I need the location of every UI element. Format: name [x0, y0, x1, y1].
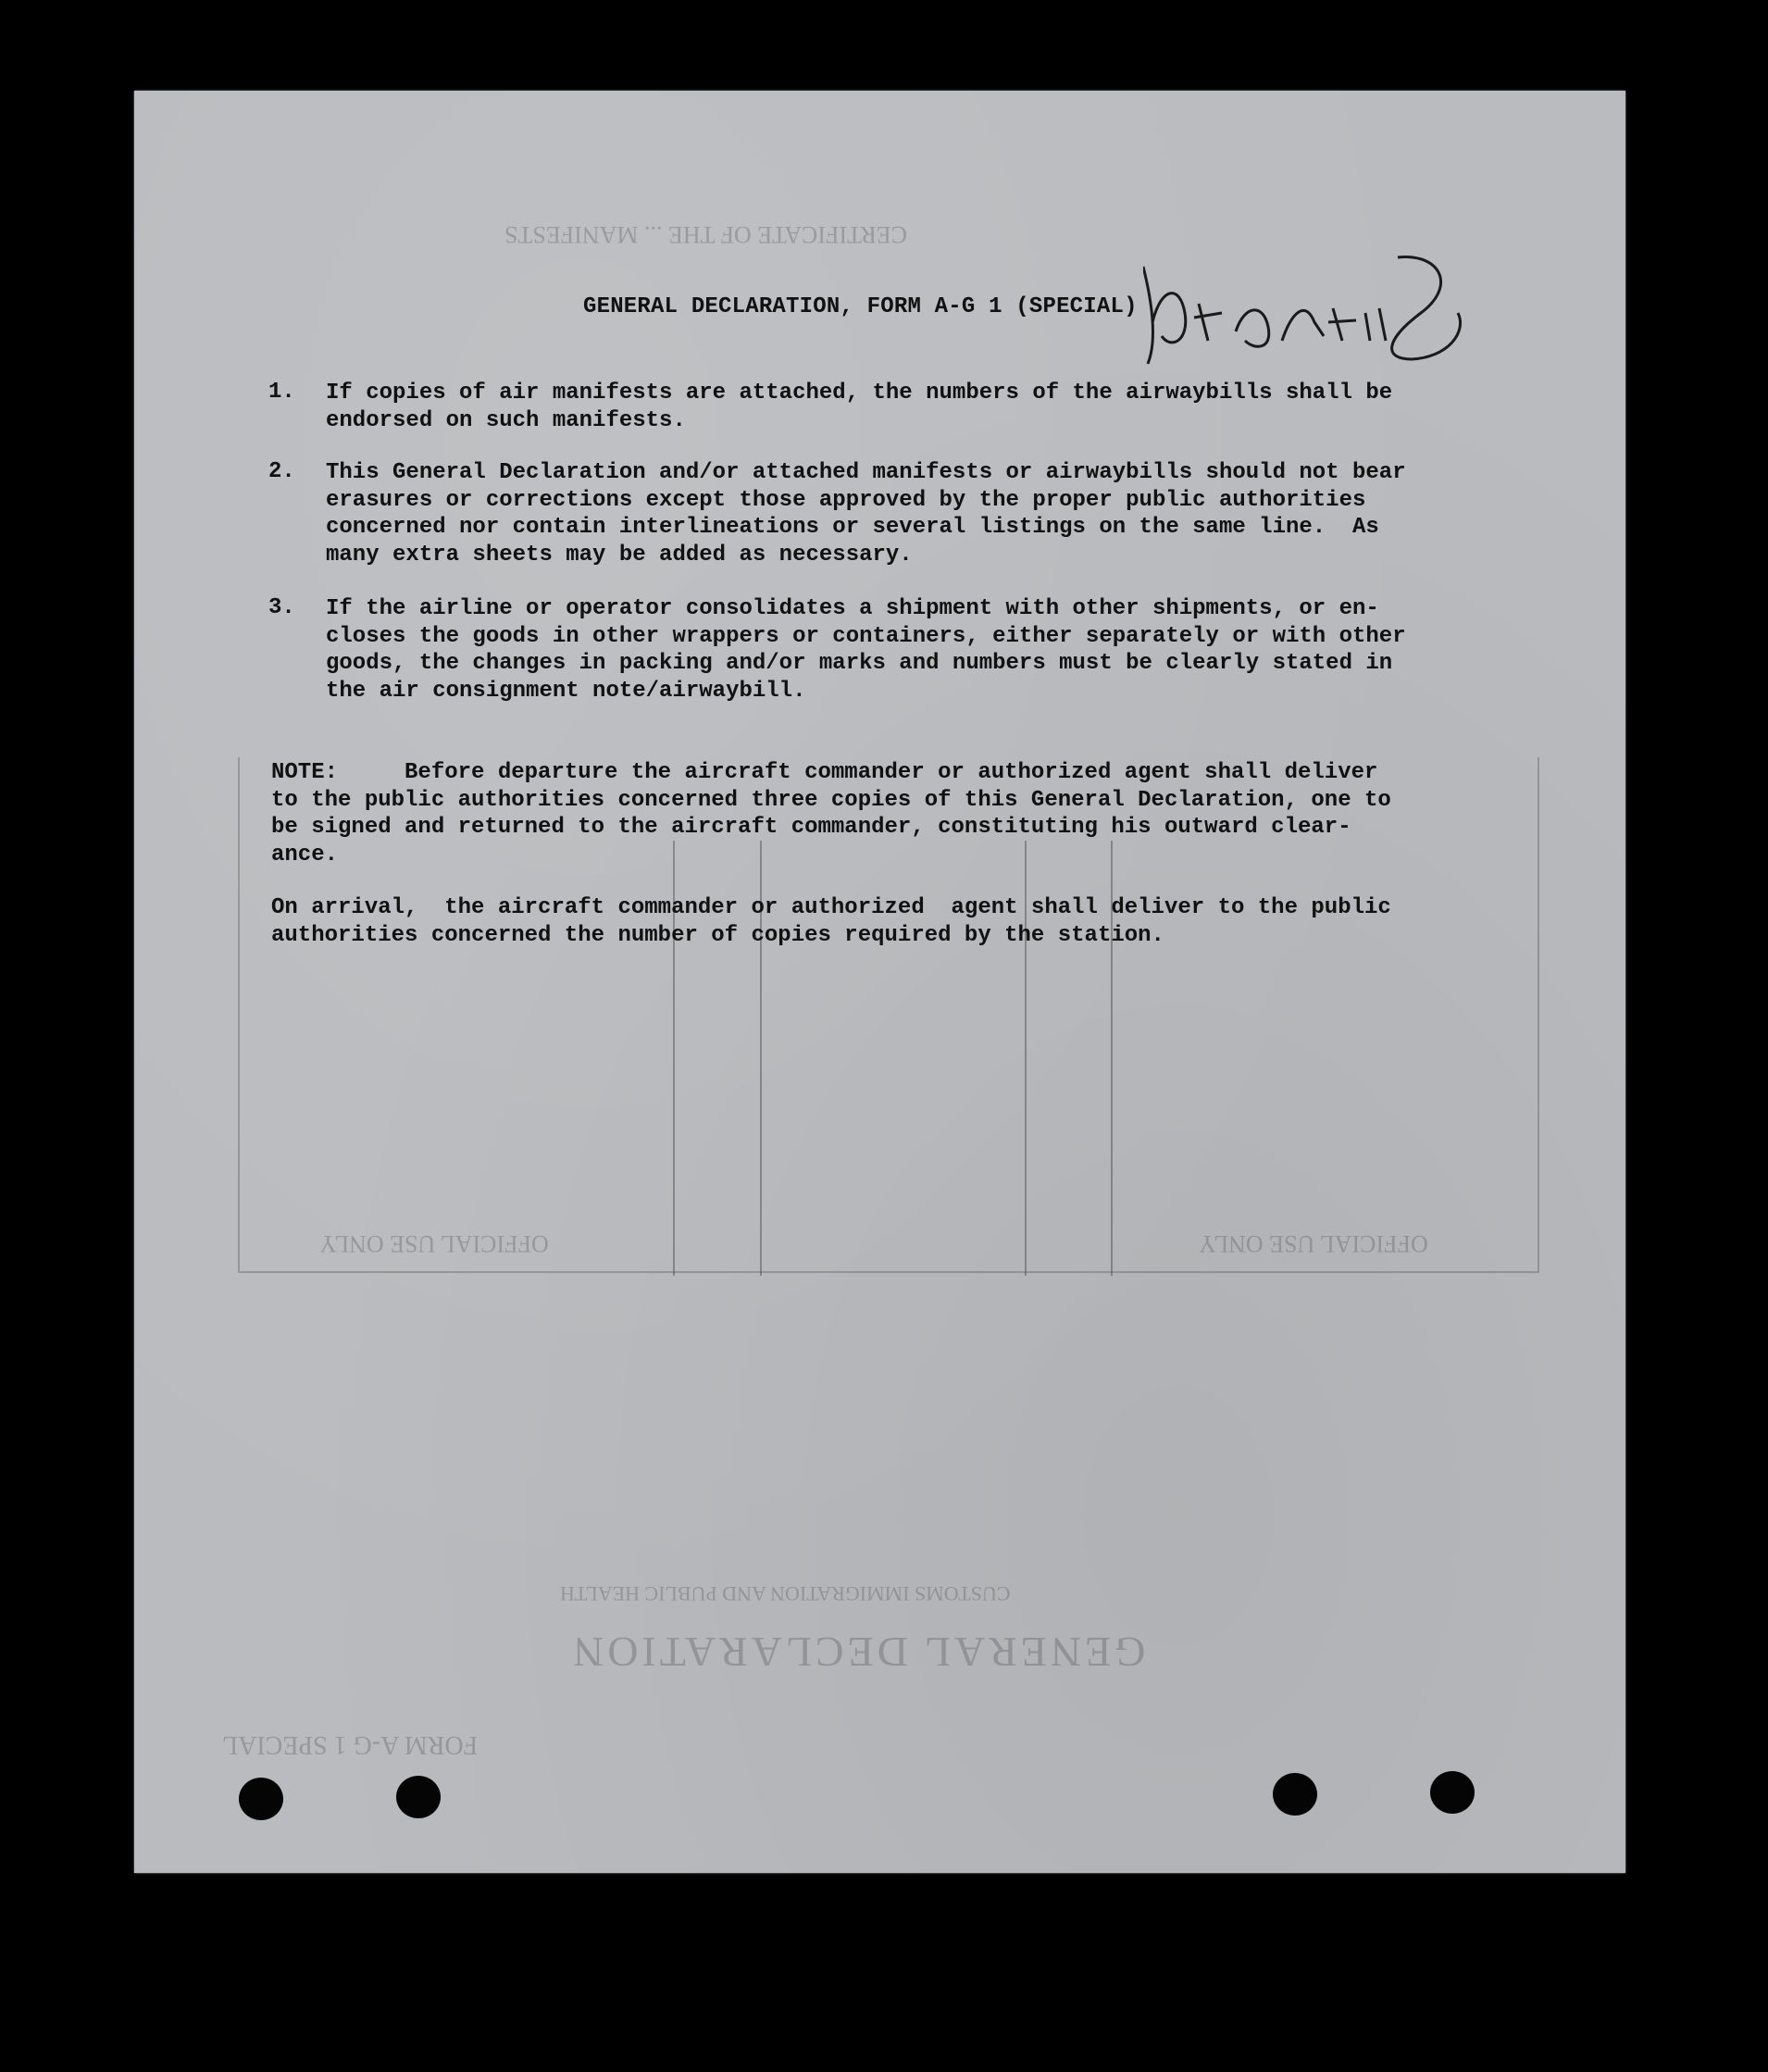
ghost-official-use-1: OFFICIAL USE ONLY [319, 1230, 549, 1257]
document-title: GENERAL DECLARATION, FORM A-G 1 (SPECIAL) [583, 294, 1138, 319]
ghost-general-decl: GENERAL DECLARATION [569, 1629, 1146, 1676]
handwritten-annotation-icon [1143, 248, 1476, 368]
punch-hole-1 [239, 1778, 283, 1820]
arrival-text: On arrival, the aircraft commander or authorized agent shall deliver to the public authorities concerned the number of copies required by the station. [271, 895, 1391, 948]
ghost-official-use-2: OFFICIAL USE ONLY [1199, 1230, 1428, 1257]
note-text: NOTE: Before departure the aircraft commander or authorized agent shall deliver to the public authorities concerned three copies of this General Declaration, one to be signed and returned to the aircraft commander, constituting his outward clear- ance. [271, 760, 1391, 867]
item-2-number: 2. [268, 459, 295, 484]
ghost-form: FORM A-G 1 SPECIAL [222, 1730, 479, 1759]
item-3-number: 3. [268, 595, 295, 620]
punch-hole-2 [396, 1776, 441, 1818]
document-page [134, 91, 1625, 1873]
item-1-text: If copies of air manifests are attached, the numbers of the airwaybills shall be endorsed on such manifests. [326, 381, 1393, 433]
punch-hole-3 [1273, 1773, 1317, 1816]
ghost-header: CERTIFICATE OF THE ... MANIFESTS [504, 221, 907, 248]
punch-hole-4 [1430, 1771, 1475, 1814]
item-2-text: This General Declaration and/or attached manifests or airwaybills should not bear erasures or corrections except those approved by the proper public authorities concerned nor contain interlineations or several listings on the same line. As many extra sheets may be added as necessary. [326, 460, 1406, 568]
item-3-text: If the airline or operator consolidates a shipment with other shipments, or en- closes the goods in other wrappers or containers, either separately or with other goods, the changes in packing and/or marks and numbers must be clearly stated in the air consignment note/airwaybill. [326, 596, 1406, 704]
item-1-number: 1. [268, 380, 295, 405]
ghost-customs: CUSTOMS IMMIGRATION AND PUBLIC HEALTH [560, 1582, 1011, 1605]
